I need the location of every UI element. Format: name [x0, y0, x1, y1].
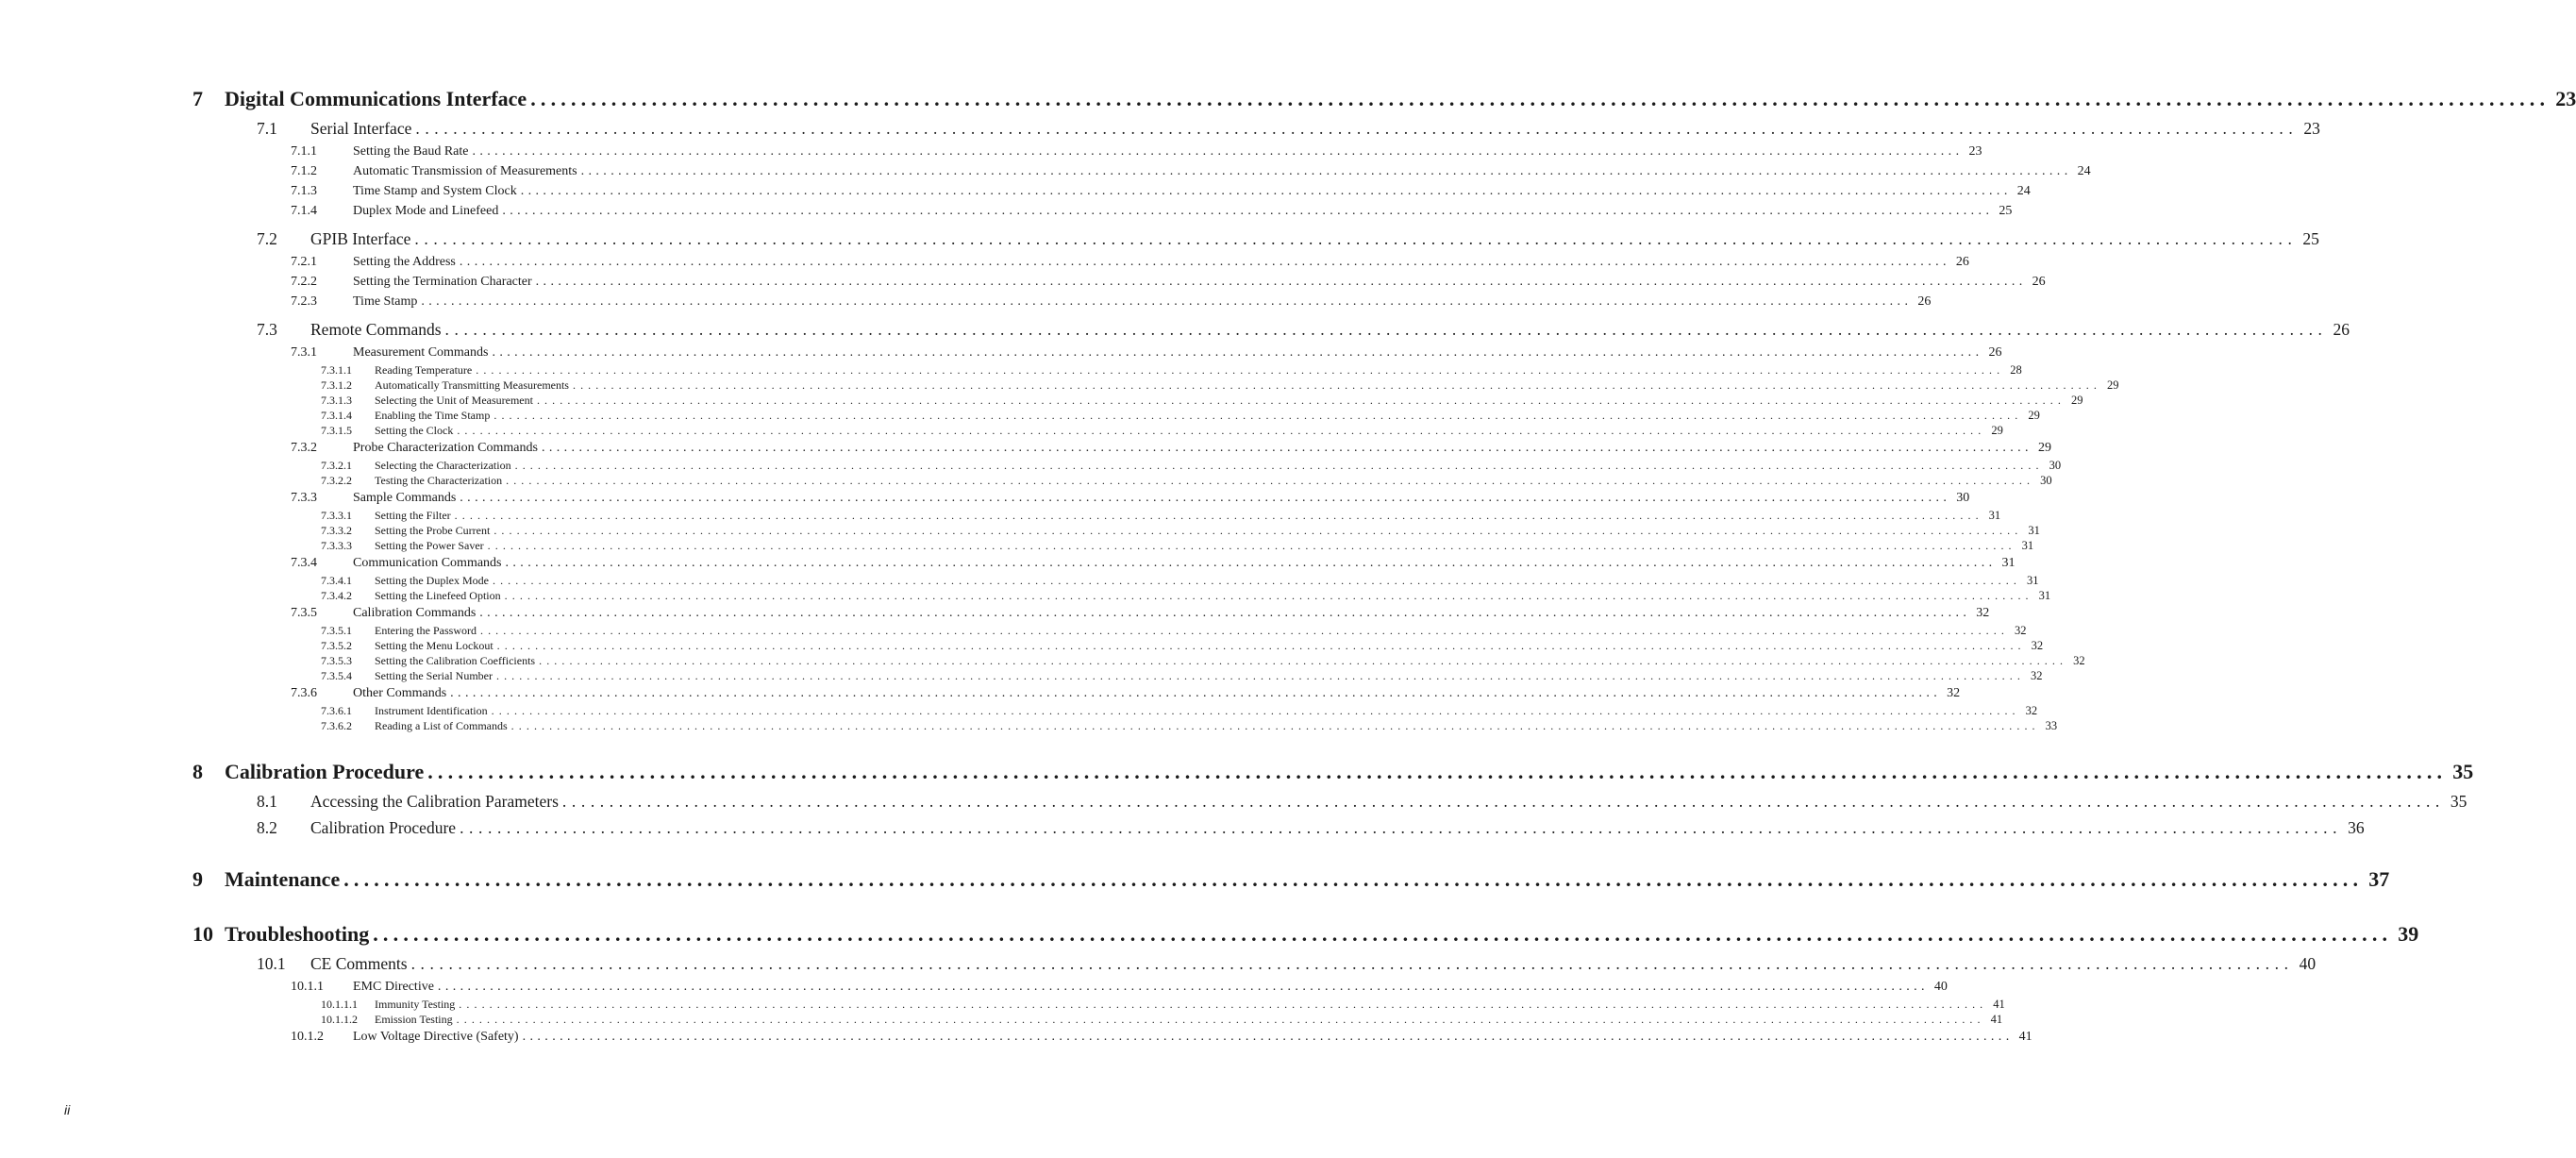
toc-dot-leader: ........................................................................................................................................................................................................: [421, 294, 1913, 309]
toc-entry-number: 7: [192, 87, 203, 110]
toc-entry-page: 35: [2452, 760, 2474, 783]
toc-dot-leader: ........................................................................................................................................................................................................: [502, 204, 1994, 218]
toc-dot-leader: ........................................................................................................................................................................................................: [493, 524, 2023, 537]
toc-entry-level-4[interactable]: [192, 653, 2085, 668]
toc-dot-leader: ........................................................................................................................................................................................................: [487, 539, 2016, 552]
toc-entry-title: Setting the Menu Lockout: [375, 639, 493, 652]
toc-entry-title: Time Stamp and System Clock: [353, 184, 517, 198]
toc-entry-title: Calibration Procedure: [225, 760, 425, 783]
toc-entry-title: Troubleshooting: [225, 922, 370, 946]
toc-entry-level-3[interactable]: [192, 181, 2031, 201]
toc-entry-title: Setting the Calibration Coefficients: [375, 654, 536, 667]
toc-entry-title: Setting the Termination Character: [353, 275, 532, 289]
toc-entry-level-4[interactable]: [192, 573, 2039, 588]
toc-entry-page: 31: [1988, 509, 2001, 522]
toc-dot-leader: ........................................................................................................................................................................................................: [476, 363, 2005, 377]
toc-entry-title: Immunity Testing: [375, 998, 456, 1011]
toc-entry-number: 7.3.1: [291, 345, 317, 360]
toc-entry-page: 26: [2032, 275, 2046, 289]
toc-entry-number: 7.3.3.3: [321, 539, 352, 552]
toc-entry-title: Enabling the Time Stamp: [375, 409, 491, 422]
toc-entry-page: 33: [2045, 719, 2058, 732]
toc-entry-level-3[interactable]: [192, 438, 2051, 458]
toc-entry-page: 30: [2049, 459, 2062, 472]
toc-entry-number: 7.1.3: [291, 184, 317, 198]
toc-entry-page: 32: [2030, 669, 2043, 682]
toc-dot-leader: ........................................................................................................................................................................................................: [479, 624, 2009, 637]
toc-entry-level-4[interactable]: [192, 473, 2052, 488]
toc-entry-page: 30: [2040, 474, 2052, 487]
toc-entry-level-4[interactable]: [192, 458, 2062, 473]
toc-dot-leader: ........................................................................................................................................................................................................: [456, 1013, 1985, 1026]
toc-dot-leader: ........................................................................................................................................................................................................: [580, 164, 2072, 178]
toc-dot-leader: ........................................................................................................................................................................................................: [444, 320, 2328, 339]
toc-dot-leader: ........................................................................................................................................................................................................: [459, 255, 1950, 269]
toc-entry-level-4[interactable]: [192, 423, 2003, 438]
toc-dot-leader: ........................................................................................................................................................................................................: [491, 704, 2020, 717]
toc-entry-page: 23: [1968, 144, 1982, 159]
toc-dot-leader: ........................................................................................................................................................................................................: [541, 441, 2032, 455]
toc-entry-page: 41: [2018, 1030, 2032, 1044]
toc-entry-level-3[interactable]: [192, 201, 2013, 221]
toc-entry-number: 7.2: [257, 229, 277, 248]
toc-entry-page: 23: [2303, 119, 2320, 138]
toc-entry-title: Setting the Baud Rate: [353, 144, 469, 159]
toc-entry-page: 26: [2333, 320, 2350, 339]
toc-entry-level-2[interactable]: [192, 226, 2319, 252]
toc-entry-page: 32: [2014, 624, 2027, 637]
toc-entry-level-3[interactable]: [192, 488, 1970, 508]
toc-entry-title: Emission Testing: [375, 1013, 453, 1026]
toc-entry-title: Digital Communications Interface: [225, 87, 527, 110]
toc-entry-page: 23: [2555, 87, 2576, 110]
toc-entry-level-3[interactable]: [192, 603, 1990, 623]
toc-entry-title: Setting the Probe Current: [375, 524, 491, 537]
toc-entry-title: Instrument Identification: [375, 704, 488, 717]
toc-entry-page: 31: [2028, 524, 2040, 537]
toc-entry-page: 26: [1955, 255, 1969, 269]
toc-entry-number: 7.3.1.3: [321, 394, 352, 407]
toc-entry-number: 7.3.5.2: [321, 639, 352, 652]
toc-entry-number: 7.1.1: [291, 144, 317, 159]
toc-entry-level-4[interactable]: [192, 523, 2040, 538]
toc-dot-leader: ........................................................................................................................................................................................................: [450, 686, 1942, 700]
toc-dot-leader: ........................................................................................................................................................................................................: [472, 144, 1964, 159]
toc-entry-number: 10: [192, 922, 213, 946]
toc-entry-level-3[interactable]: [192, 161, 2091, 181]
toc-entry-number: 7.3: [257, 320, 277, 339]
toc-entry-page: 41: [1993, 998, 2005, 1011]
toc-entry-number: 8.2: [257, 818, 277, 837]
toc-entry-title: Setting the Filter: [375, 509, 451, 522]
toc-entry-level-1[interactable]: [192, 864, 2390, 896]
toc-entry-title: Reading a List of Commands: [375, 719, 508, 732]
toc-entry-level-2[interactable]: [192, 814, 2365, 841]
toc-entry-number: 7.3.5: [291, 606, 317, 620]
toc-dot-leader: ........................................................................................................................................................................................................: [460, 491, 1951, 505]
toc-entry-number: 7.3.1.2: [321, 378, 352, 392]
toc-entry-level-4[interactable]: [192, 638, 2044, 653]
toc-entry-page: 32: [1947, 686, 1961, 700]
toc-dot-leader: ........................................................................................................................................................................................................: [530, 87, 2551, 110]
toc-entry-title: Calibration Procedure: [310, 818, 457, 837]
toc-entry-number: 7.3.6.2: [321, 719, 352, 732]
toc-entry-page: 29: [2106, 378, 2119, 392]
toc-dot-leader: ........................................................................................................................................................................................................: [479, 606, 1971, 620]
toc-entry-number: 10.1.1: [291, 980, 324, 994]
toc-entry-level-4[interactable]: [192, 588, 2051, 603]
toc-entry-level-4[interactable]: [192, 718, 2058, 733]
toc-entry-page: 26: [1988, 345, 2002, 360]
toc-dot-leader: ........................................................................................................................................................................................................: [510, 719, 2040, 732]
toc-entry-number: 7.2.1: [291, 255, 317, 269]
toc-dot-leader: ........................................................................................................................................................................................................: [460, 818, 2343, 837]
toc-entry-page: 41: [1990, 1013, 2003, 1026]
toc-dot-leader: ........................................................................................................................................................................................................: [514, 459, 2044, 472]
toc-entry-level-4[interactable]: [192, 997, 2005, 1012]
toc-entry-page: 28: [2010, 363, 2022, 377]
toc-entry-page: 32: [2025, 704, 2038, 717]
toc-entry-level-4[interactable]: [192, 703, 2038, 718]
toc-entry-number: 7.3.1.5: [321, 424, 352, 437]
toc-entry-number: 7.3.3.2: [321, 524, 352, 537]
toc-entry-title: Selecting the Characterization: [375, 459, 511, 472]
toc-dot-leader: ........................................................................................................................................................................................................: [495, 669, 2025, 682]
toc-entry-level-3[interactable]: [192, 977, 1948, 997]
toc-entry-title: Time Stamp: [353, 294, 418, 309]
toc-entry-number: 7.2.2: [291, 275, 317, 289]
toc-entry-number: 7.3.5.1: [321, 624, 352, 637]
toc-entry-level-2[interactable]: [192, 316, 2350, 343]
toc-entry-title: Automatically Transmitting Measurements: [375, 378, 569, 392]
toc-dot-leader: ........................................................................................................................................................................................................: [496, 639, 2026, 652]
toc-dot-leader: ........................................................................................................................................................................................................: [457, 424, 1986, 437]
toc-dot-leader: ........................................................................................................................................................................................................: [493, 409, 2023, 422]
toc-dot-leader: ........................................................................................................................................................................................................: [415, 119, 2299, 138]
toc-entry-number: 10.1: [257, 954, 286, 973]
toc-dot-leader: ........................................................................................................................................................................................................: [427, 760, 2448, 783]
toc-entry-level-3[interactable]: [192, 343, 2002, 362]
toc-entry-number: 7.1: [257, 119, 277, 138]
toc-dot-leader: ........................................................................................................................................................................................................: [437, 980, 1929, 994]
toc-dot-leader: ........................................................................................................................................................................................................: [539, 654, 2068, 667]
toc-entry-level-4[interactable]: [192, 408, 2040, 423]
toc-entry-title: Entering the Password: [375, 624, 477, 637]
toc-entry-number: 7.3.2.1: [321, 459, 352, 472]
toc-entry-level-4[interactable]: [192, 538, 2034, 553]
toc-entry-page: 29: [2028, 409, 2040, 422]
toc-entry-page: 32: [2031, 639, 2044, 652]
toc-dot-leader: ........................................................................................................................................................................................................: [343, 867, 2364, 891]
toc-dot-leader: ........................................................................................................................................................................................................: [536, 394, 2066, 407]
toc-entry-title: Duplex Mode and Linefeed: [353, 204, 499, 218]
toc-entry-number: 10.1.1.1: [321, 998, 358, 1011]
toc-entry-title: Maintenance: [225, 867, 341, 891]
toc-entry-title: Setting the Address: [353, 255, 456, 269]
toc-entry-title: Testing the Characterization: [375, 474, 503, 487]
toc-entry-title: Measurement Commands: [353, 345, 489, 360]
toc-dot-leader: ........................................................................................................................................................................................................: [492, 574, 2021, 587]
toc-entry-title: GPIB Interface: [310, 229, 411, 248]
toc-entry-page: 24: [2016, 184, 2031, 198]
toc-entry-level-3[interactable]: [192, 292, 1932, 311]
toc-entry-page: 39: [2398, 922, 2419, 946]
toc-entry-number: 8.1: [257, 792, 277, 811]
toc-entry-title: Other Commands: [353, 686, 447, 700]
toc-dot-leader: ........................................................................................................................................................................................................: [414, 229, 2298, 248]
toc-entry-level-3[interactable]: [192, 553, 2016, 573]
toc-dot-leader: ........................................................................................................................................................................................................: [459, 998, 1988, 1011]
toc-entry-page: 40: [1933, 980, 1948, 994]
toc-entry-page: 30: [1956, 491, 1970, 505]
toc-entry-number: 10.1.2: [291, 1030, 324, 1044]
toc-entry-level-4[interactable]: [192, 362, 2022, 378]
toc-entry-page: 32: [1976, 606, 1990, 620]
toc-entry-page: 37: [2368, 867, 2390, 891]
toc-dot-leader: ........................................................................................................................................................................................................: [520, 184, 2012, 198]
page-number: ii: [64, 1102, 71, 1117]
toc-entry-level-4[interactable]: [192, 378, 2119, 393]
toc-entry-level-4[interactable]: [192, 1012, 2003, 1027]
toc-entry-page: 25: [2302, 229, 2319, 248]
toc-entry-page: 24: [2077, 164, 2091, 178]
toc-dot-leader: ........................................................................................................................................................................................................: [373, 922, 2393, 946]
toc-entry-level-3[interactable]: [192, 252, 1969, 272]
toc-entry-level-3[interactable]: [192, 683, 1961, 703]
toc-entry-page: 29: [2070, 394, 2083, 407]
toc-entry-page: 25: [1999, 204, 2013, 218]
toc-dot-leader: ........................................................................................................................................................................................................: [410, 954, 2294, 973]
toc-entry-level-4[interactable]: [192, 393, 2083, 408]
toc-entry-title: EMC Directive: [353, 980, 434, 994]
toc-entry-title: Communication Commands: [353, 556, 502, 570]
toc-entry-page: 31: [2001, 556, 2016, 570]
toc-dot-leader: ........................................................................................................................................................................................................: [535, 275, 2027, 289]
toc-entry-page: 31: [2038, 589, 2051, 602]
toc-entry-number: 7.3.3: [291, 491, 317, 505]
toc-dot-leader: ........................................................................................................................................................................................................: [522, 1030, 2014, 1044]
toc-entry-title: Accessing the Calibration Parameters: [310, 792, 559, 811]
toc-dot-leader: ........................................................................................................................................................................................................: [504, 589, 2033, 602]
toc-entry-page: 36: [2348, 818, 2365, 837]
toc-entry-page: 29: [2037, 441, 2051, 455]
toc-entry-level-2[interactable]: [192, 950, 2317, 977]
toc-entry-title: Remote Commands: [310, 320, 442, 339]
toc-entry-level-3[interactable]: [192, 272, 2046, 292]
table-of-contents: [192, 83, 2576, 1047]
toc-entry-title: Low Voltage Directive (Safety): [353, 1030, 519, 1044]
toc-entry-number: 7.3.6.1: [321, 704, 352, 717]
toc-entry-number: 7.3.2.2: [321, 474, 352, 487]
toc-entry-level-1[interactable]: [192, 918, 2419, 950]
toc-entry-number: 7.3.4.1: [321, 574, 352, 587]
toc-entry-number: 7.3.6: [291, 686, 317, 700]
toc-entry-number: 7.3.4: [291, 556, 317, 570]
toc-dot-leader: ........................................................................................................................................................................................................: [505, 556, 1997, 570]
toc-entry-level-4[interactable]: [192, 508, 2001, 523]
toc-dot-leader: ........................................................................................................................................................................................................: [454, 509, 1983, 522]
toc-entry-level-3[interactable]: [192, 1027, 2032, 1047]
toc-entry-page: 26: [1917, 294, 1932, 309]
toc-entry-title: CE Comments: [310, 954, 408, 973]
toc-dot-leader: ........................................................................................................................................................................................................: [506, 474, 2035, 487]
toc-entry-number: 8: [192, 760, 203, 783]
toc-entry-title: Calibration Commands: [353, 606, 477, 620]
toc-entry-level-2[interactable]: [192, 115, 2320, 142]
toc-entry-title: Setting the Clock: [375, 424, 454, 437]
toc-dot-leader: ........................................................................................................................................................................................................: [561, 792, 2445, 811]
toc-entry-title: Automatic Transmission of Measurements: [353, 164, 577, 178]
toc-entry-page: 35: [2450, 792, 2467, 811]
toc-entry-title: Setting the Serial Number: [375, 669, 493, 682]
toc-entry-number: 7.3.1.4: [321, 409, 352, 422]
toc-entry-page: 40: [2299, 954, 2317, 973]
toc-entry-page: 29: [1991, 424, 2003, 437]
toc-entry-title: Setting the Linefeed Option: [375, 589, 501, 602]
toc-entry-level-1[interactable]: [192, 83, 2576, 115]
toc-entry-number: 7.3.1.1: [321, 363, 352, 377]
toc-entry-level-1[interactable]: [192, 756, 2474, 788]
toc-entry-page: 31: [2026, 574, 2039, 587]
toc-entry-page: 32: [2073, 654, 2085, 667]
toc-entry-number: 9: [192, 867, 203, 891]
toc-entry-title: Serial Interface: [310, 119, 412, 138]
toc-entry-page: 31: [2021, 539, 2034, 552]
toc-entry-number: 7.3.2: [291, 441, 317, 455]
toc-entry-title: Reading Temperature: [375, 363, 473, 377]
toc-entry-title: Setting the Duplex Mode: [375, 574, 489, 587]
toc-entry-title: Sample Commands: [353, 491, 457, 505]
toc-entry-level-4[interactable]: [192, 668, 2043, 683]
toc-entry-title: Setting the Power Saver: [375, 539, 484, 552]
toc-entry-level-3[interactable]: [192, 142, 1982, 161]
toc-entry-title: Probe Characterization Commands: [353, 441, 538, 455]
toc-dot-leader: ........................................................................................................................................................................................................: [572, 378, 2101, 392]
toc-entry-number: 7.2.3: [291, 294, 317, 309]
toc-dot-leader: ........................................................................................................................................................................................................: [492, 345, 1983, 360]
toc-entry-level-2[interactable]: [192, 788, 2467, 814]
toc-entry-level-4[interactable]: [192, 623, 2027, 638]
toc-entry-number: 7.3.4.2: [321, 589, 352, 602]
toc-entry-number: 7.3.5.4: [321, 669, 352, 682]
toc-entry-number: 7.3.5.3: [321, 654, 352, 667]
toc-entry-title: Selecting the Unit of Measurement: [375, 394, 533, 407]
toc-entry-number: 7.1.2: [291, 164, 317, 178]
toc-entry-number: 7.3.3.1: [321, 509, 352, 522]
toc-entry-number: 7.1.4: [291, 204, 317, 218]
toc-entry-number: 10.1.1.2: [321, 1013, 358, 1026]
